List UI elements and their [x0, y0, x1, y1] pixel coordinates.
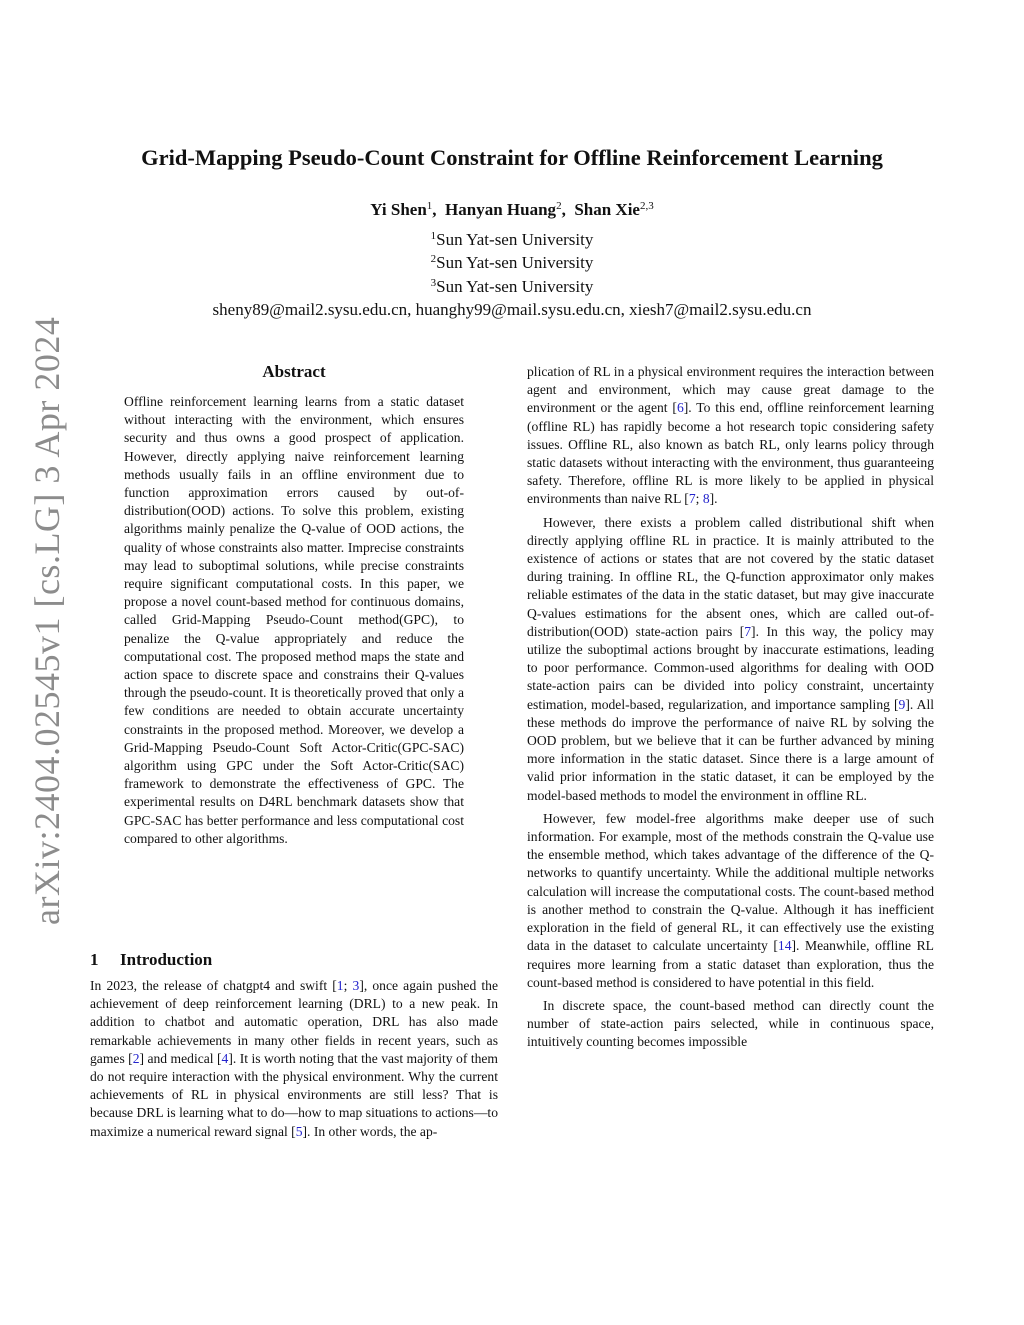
text-run: ]. All these methods do improve the performance of naive RL by solving the OOD problem, but we believe that it can be further advanced by mining more information in the static dataset. Since there is a large amount of valid prior information in the static dataset, it can be employed by the model-based methods to model the environment in offline RL.	[527, 696, 934, 803]
email-line: sheny89@mail2.sysu.edu.cn, huanghy99@mail.sysu.edu.cn, xiesh7@mail2.sysu.edu.cn	[212, 299, 812, 319]
text-run: ]. Meanwhile, offline RL requires more learning from a static dataset than exploration, thus the count-based method is considered to have potential in this field.	[527, 938, 934, 990]
text-run: However, few model-free algorithms make deeper use of such information. For example, most of the methods constrain the Q-value use the ensemble method, which takes advantage of the difference of the Q-networks to quantify uncertainty. While the additional multiple networks calculation will increase the computational costs. The count-based method is another method to constrain the Q-value. Although it has inefficient exploration in the field of general RL, it can effectively use the existing data in the dataset to calculate uncertainty [	[527, 810, 934, 954]
paragraph	[90, 977, 498, 1141]
abstract-heading: Abstract	[262, 362, 326, 381]
section-heading-introduction	[90, 949, 500, 971]
text-run: plication of RL in a physical environment requires the interaction between agent and environment, which may cause great damage to the environment or the agent [	[527, 364, 934, 416]
citation-link[interactable]: 8	[702, 491, 710, 507]
citation-link[interactable]: 7	[688, 491, 696, 507]
citation-link[interactable]: 5	[295, 1123, 303, 1139]
affiliation-block	[0, 228, 1024, 321]
text-run: ;	[695, 491, 703, 507]
abstract-body	[124, 393, 464, 848]
abstract-text: Offline reinforcement learning learns from a static dataset without interacting with the environment, which ensures security and thus owns a good prospect of application. However, directly applying naive reinforcement learning methods usually fails in an offline environment due to function approximation errors caused by out-of-distribution(OOD) actions. To solve this problem, existing algorithms mainly penalize the Q-value of OOD actions, the quality of whose constraints also matter. Imprecise constraints may lead to suboptimal solutions, while precise constraints require significant computational costs. In this paper, we propose a novel count-based method for continuous domains, called Grid-Mapping Pseudo-Count method(GPC), to penalize the Q-value appropriately and reduce the computational cost. The proposed method maps the state and action space to discrete space and constrains their Q-values through the pseudo-count. It is theoretically proved that only a few conditions are needed to obtain accurate uncertainty constraints in the proposed method. Moreover, we develop a Grid-Mapping Pseudo-Count Soft Actor-Critic(GPC-SAC) algorithm using GPC under the Soft Actor-Critic(SAC) framework to demonstrate the effectiveness of GPC. The experimental results on D4RL benchmark datasets show that GPC-SAC has better performance and less computational cost compared to other algorithms.	[124, 394, 464, 846]
arxiv-identifier: arXiv:2404.02545v1 [cs.LG] 3 Apr 2024	[27, 316, 67, 925]
citation-link[interactable]: 1	[336, 978, 344, 993]
citation-link[interactable]: 4	[221, 1050, 229, 1066]
affiliation-mark: 2	[430, 253, 437, 266]
affiliation-line	[0, 251, 1024, 274]
text-run: ]. In other words, the ap-	[302, 1123, 438, 1139]
text-run: ] and medical [	[139, 1050, 222, 1066]
text-run: In 2023, the release of chatgpt4 and swift [	[90, 978, 337, 993]
text-run: ]. It is worth noting that the vast majority of them do not require interaction with the physical environment. Why the current achievements of RL in physical environments are still less? That is because DRL is learning what to do—how to map situations to actions—to maximize a numerical reward signal [	[90, 1050, 498, 1139]
citation-link[interactable]: 14	[777, 938, 792, 954]
affiliation-name: Sun Yat-sen University	[436, 276, 594, 296]
text-run: ], once again pushed the achievement of deep reinforcement learning (DRL) to a new peak. In addition to chatbot and automatic operation, DRL has also made remarkable achievements in many other fields in recent years, such as games [	[90, 978, 498, 1066]
paragraph: In discrete space, the count-based method can directly count the number of state-action pairs selected, while in continuous space, intuitively counting becomes impossible	[527, 997, 934, 1050]
right-column-body	[527, 363, 934, 1052]
citation-link[interactable]: 7	[744, 623, 752, 639]
author-affil-mark: 2	[556, 200, 562, 212]
affiliation-line	[0, 275, 1024, 298]
paper-title: Grid-Mapping Pseudo-Count Constraint for Offline Reinforcement Learning	[141, 145, 883, 170]
author-name: Yi Shen	[370, 200, 427, 219]
text-run: ]. In this way, the policy may utilize the suboptimal actions brought by inaccurate estimations, leading to poor performance. Common-used algorithms for dealing with OOD state-action pairs can be divided into policy constraint, uncertainty estimation, model-based, regularization, and importance sampling [	[527, 623, 934, 712]
author-name: Shan Xie	[574, 200, 640, 219]
affiliation-name: Sun Yat-sen University	[436, 253, 594, 273]
paragraph	[527, 363, 934, 509]
citation-link[interactable]: 6	[676, 400, 684, 416]
affiliation-line	[0, 228, 1024, 251]
introduction-body	[90, 977, 498, 1141]
affiliation-mark: 1	[430, 230, 437, 242]
author-affil-mark: 1	[426, 200, 433, 212]
section-title: Introduction	[120, 950, 213, 969]
citation-link[interactable]: 3	[352, 978, 360, 993]
affiliation-mark: 3	[430, 276, 437, 289]
text-run: ;	[343, 978, 353, 993]
citation-link[interactable]: 2	[132, 1050, 140, 1066]
citation-link[interactable]: 9	[898, 696, 906, 712]
author-affil-mark: 2,3	[639, 200, 654, 212]
section-number: 1	[90, 950, 99, 969]
text-run: However, there exists a problem called distributional shift when directly applying offline RL in practice. It is mainly attributed to the existence of actions or states that are not covered by the static dataset during training. In offline RL, the Q-function approximator only makes reliable estimates of the data in the static dataset, but may give inaccurate Q-values estimations for the absent ones, which are called out-of-distribution(OOD) state-action pairs [	[527, 514, 934, 639]
author-list: Yi Shen$^1$, Hanyan Huang$^2$, Shan Xie$^{2,3}$	[370, 200, 654, 219]
text-run: ]. To this end, offline reinforcement learning (offline RL) has rapidly become a hot research topic considering safety issues. Offline RL, also known as batch RL, only learns policy through static datasets without interacting with the environment, thus guaranteeing safety. Therefore, offline RL is more likely to be applied in physical environments than naive RL [	[527, 400, 934, 507]
author-name: Hanyan Huang	[445, 200, 557, 219]
text-run: ].	[709, 491, 718, 507]
affiliation-name: Sun Yat-sen University	[436, 230, 594, 249]
paragraph	[527, 810, 934, 992]
paragraph	[527, 514, 934, 805]
